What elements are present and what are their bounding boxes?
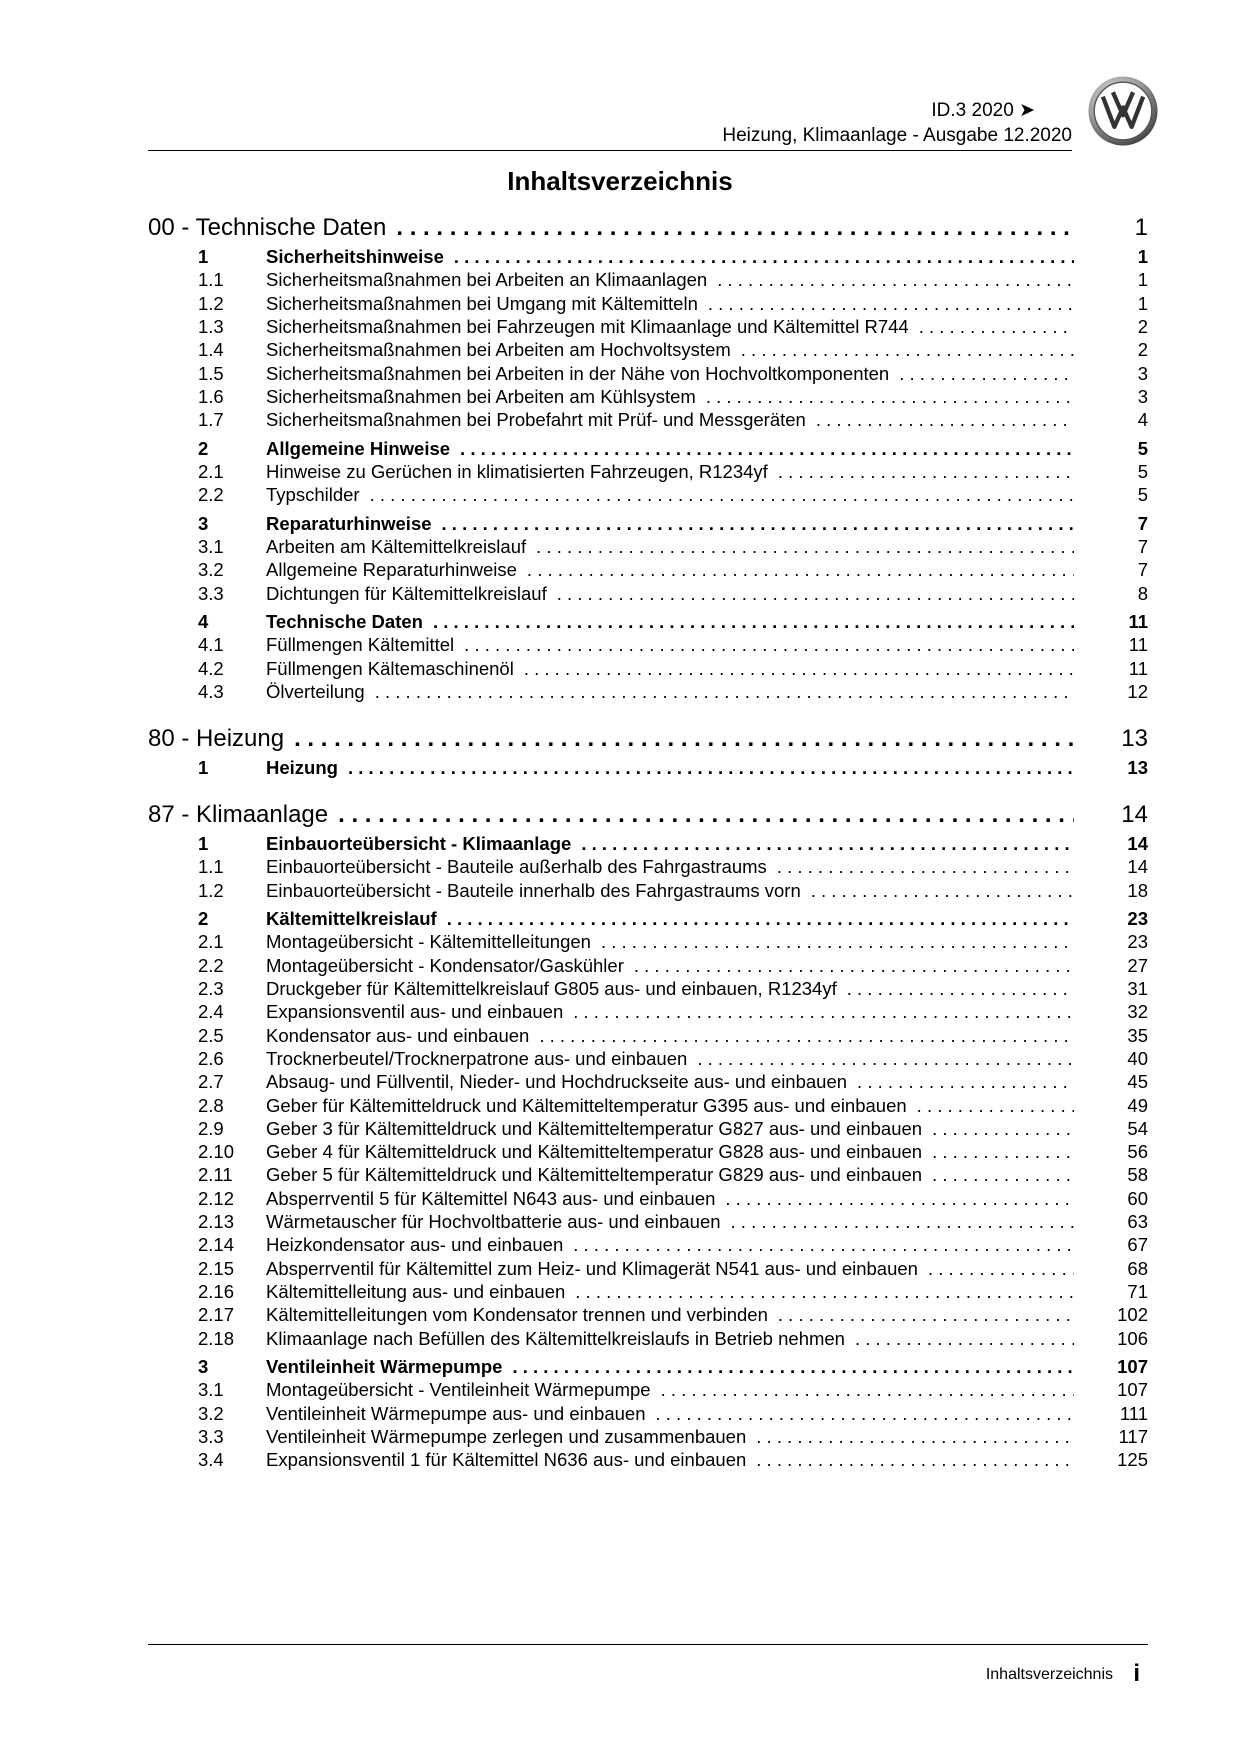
- toc-entry-number: 3.1: [198, 1379, 224, 1401]
- toc-leader-dots: [512, 1356, 1074, 1378]
- toc-entry-number: 1.1: [198, 856, 224, 878]
- toc-page-number: 58: [1127, 1164, 1148, 1186]
- toc-leader-dots: [708, 293, 1074, 315]
- toc-subsection[interactable]: [148, 1258, 1148, 1280]
- toc-entry-title: Sicherheitsmaßnahmen bei Arbeiten in der Nähe von Hochvoltkomponenten: [266, 362, 890, 384]
- toc-entry-title: Heizung: [266, 757, 338, 778]
- toc-entry-title: Sicherheitsmaßnahmen bei Probefahrt mit Prüf- und Messgeräten: [266, 409, 806, 431]
- toc-leader-dots: [527, 559, 1074, 581]
- toc-page-number: 5: [1137, 460, 1148, 482]
- toc-entry-number: 2.3: [198, 978, 224, 999]
- toc-section[interactable]: [148, 611, 1148, 633]
- toc-leader-dots: [731, 1211, 1074, 1233]
- toc-entry-title: Heizkondensator aus- und einbauen: [266, 1234, 564, 1256]
- toc-subsection[interactable]: [148, 1188, 1148, 1210]
- toc-entry-title: Expansionsventil 1 für Kältemittel N636 aus- und einbauen: [266, 1449, 747, 1471]
- toc-leader-dots: [338, 801, 1074, 829]
- toc-entry-title: Montageübersicht - Ventileinheit Wärmepumpe: [266, 1379, 651, 1401]
- toc-entry-number: 2.1: [198, 460, 224, 482]
- toc-entry-title: Klimaanlage nach Befüllen des Kältemittelkreislaufs in Betrieb nehmen: [266, 1327, 845, 1349]
- toc-entry-number: 2.17: [198, 1304, 235, 1326]
- toc-chapter[interactable]: [148, 725, 1148, 753]
- toc-page-number: 1: [1134, 214, 1148, 241]
- toc-entry-number: 3.2: [198, 1402, 224, 1424]
- toc-subsection[interactable]: [148, 1426, 1148, 1448]
- toc-entry-number: 2.2: [198, 484, 224, 506]
- toc-page-number: 7: [1137, 536, 1148, 557]
- toc-page-number: 67: [1127, 1234, 1148, 1256]
- toc-entry-number: 3.2: [198, 559, 224, 581]
- toc-leader-dots: [442, 513, 1074, 535]
- toc-entry-title: Allgemeine Reparaturhinweise: [266, 559, 517, 581]
- toc-entry-number: 1: [198, 757, 209, 778]
- toc-leader-dots: [697, 1048, 1074, 1070]
- toc-subsection[interactable]: [148, 1403, 1148, 1425]
- toc-leader-dots: [557, 583, 1074, 605]
- toc-page-number: 23: [1127, 908, 1148, 930]
- toc-entry-title: 00 - Technische Daten: [148, 214, 387, 241]
- toc-page-number: 40: [1127, 1047, 1148, 1069]
- toc-subsection[interactable]: [148, 1164, 1148, 1186]
- toc-leader-dots: [348, 757, 1074, 779]
- toc-page-number: 2: [1137, 315, 1148, 337]
- toc-entry-number: 2.14: [198, 1234, 235, 1256]
- toc-page-number: 14: [1127, 856, 1148, 878]
- toc-entry-title: Sicherheitsmaßnahmen bei Fahrzeugen mit Klimaanlage und Kältemittel R744: [266, 315, 909, 337]
- toc-page-number: 60: [1127, 1187, 1148, 1209]
- toc-subsection[interactable]: [148, 931, 1148, 953]
- toc-subsection[interactable]: [148, 484, 1148, 506]
- toc-entry-number: 2.15: [198, 1257, 235, 1279]
- toc-entry-title: Füllmengen Kältemaschinenöl: [266, 657, 514, 679]
- toc-entry-title: Kältemittelkreislauf: [266, 908, 437, 930]
- toc-entry-number: 1: [198, 246, 209, 267]
- toc-page-number: 32: [1127, 1001, 1148, 1023]
- toc-entry-title: Sicherheitsmaßnahmen bei Arbeiten an Klimaanlagen: [266, 269, 708, 291]
- toc-entry-number: 3.1: [198, 536, 224, 557]
- toc-page-number: 4: [1137, 409, 1148, 431]
- toc-entry-title: Montageübersicht - Kondensator/Gaskühler: [266, 954, 624, 976]
- toc-subsection[interactable]: [148, 1211, 1148, 1233]
- toc-entry-number: 2.8: [198, 1094, 224, 1116]
- toc-subsection[interactable]: [148, 461, 1148, 483]
- toc-entry-title: Wärmetauscher für Hochvoltbatterie aus- und einbauen: [266, 1211, 721, 1232]
- toc-entry-number: 1.2: [198, 879, 224, 901]
- toc-page-number: 106: [1117, 1327, 1148, 1349]
- toc-entry-number: 3: [198, 1356, 209, 1377]
- toc-entry-title: Einbauorteübersicht - Bauteile außerhalb des Fahrgastraums: [266, 856, 767, 878]
- toc-subsection[interactable]: [148, 293, 1148, 315]
- toc-entry-number: 2.4: [198, 1001, 224, 1023]
- toc-entry-title: Sicherheitshinweise: [266, 246, 444, 267]
- toc-entry-title: Sicherheitsmaßnahmen bei Arbeiten am Kühlsystem: [266, 385, 696, 407]
- toc-entry-title: Technische Daten: [266, 611, 423, 633]
- toc-subsection[interactable]: [148, 1141, 1148, 1163]
- toc-leader-dots: [932, 1141, 1074, 1163]
- toc-entry-number: 2.5: [198, 1024, 224, 1046]
- toc-entry-number: 2: [198, 437, 209, 459]
- toc-subsection[interactable]: [148, 316, 1148, 338]
- toc-leader-dots: [460, 438, 1074, 460]
- toc-page-number: 125: [1117, 1449, 1148, 1471]
- toc-page-number: 111: [1119, 1402, 1148, 1424]
- toc-entry-number: 2.1: [198, 931, 224, 953]
- toc-entry-title: Expansionsventil aus- und einbauen: [266, 1001, 564, 1023]
- toc-page-number: 5: [1137, 437, 1148, 459]
- toc-leader-dots: [370, 484, 1074, 506]
- toc-entry-number: 1.7: [198, 409, 224, 431]
- toc-page-number: 27: [1127, 954, 1148, 976]
- toc-leader-dots: [656, 1403, 1075, 1425]
- toc-subsection[interactable]: [148, 1118, 1148, 1140]
- toc-leader-dots: [811, 880, 1074, 902]
- toc-entry-title: Füllmengen Kältemittel: [266, 634, 455, 656]
- toc-leader-dots: [634, 955, 1074, 977]
- toc-page-number: 107: [1117, 1356, 1148, 1377]
- toc-entry-title: 87 - Klimaanlage: [148, 801, 329, 828]
- toc-page-number: 68: [1127, 1257, 1148, 1279]
- toc-entry-number: 2.18: [198, 1327, 235, 1349]
- toc-entry-title: Geber für Kältemitteldruck und Kältemitteltemperatur G395 aus- und einbauen: [266, 1094, 907, 1116]
- toc-page-number: 23: [1127, 931, 1148, 953]
- toc-leader-dots: [524, 658, 1074, 680]
- toc-page-number: 2: [1137, 339, 1148, 361]
- toc-page-number: 107: [1117, 1379, 1148, 1401]
- footer-page-number: i: [1133, 1660, 1140, 1687]
- toc-page-number: 11: [1128, 657, 1148, 679]
- toc-page-number: 11: [1128, 634, 1148, 656]
- toc-page-number: 49: [1127, 1094, 1148, 1116]
- toc-entry-number: 2.9: [198, 1117, 224, 1139]
- toc-section[interactable]: [148, 1356, 1148, 1378]
- toc-leader-dots: [932, 1118, 1074, 1140]
- toc-page-number: 71: [1127, 1280, 1148, 1302]
- toc-entry-number: 4: [198, 611, 209, 633]
- toc-entry-title: Einbauorteübersicht - Klimaanlage: [266, 833, 572, 854]
- toc-leader-dots: [575, 1281, 1074, 1303]
- toc-entry-number: 4.3: [198, 681, 224, 702]
- toc-leader-dots: [601, 931, 1074, 953]
- toc-leader-dots: [857, 1071, 1074, 1093]
- toc-leader-dots: [816, 409, 1074, 431]
- toc-entry-title: Dichtungen für Kältemittelkreislauf: [266, 582, 547, 604]
- toc-page-number: 3: [1137, 362, 1148, 384]
- toc-subsection[interactable]: [148, 856, 1148, 878]
- header-model: ID.3 2020 ➤: [931, 100, 1035, 121]
- toc-leader-dots: [717, 269, 1074, 291]
- toc-subsection[interactable]: [148, 1001, 1148, 1023]
- toc-subsection[interactable]: [148, 1095, 1148, 1117]
- toc-subsection[interactable]: [148, 681, 1148, 703]
- toc-leader-dots: [464, 634, 1074, 656]
- toc-section[interactable]: [148, 513, 1148, 535]
- toc-page-number: 7: [1137, 512, 1148, 534]
- toc-subsection[interactable]: [148, 269, 1148, 291]
- toc-entry-number: 1.1: [198, 269, 224, 291]
- toc-subsection[interactable]: [148, 386, 1148, 408]
- toc-entry-title: Kältemittelleitungen vom Kondensator trennen und verbinden: [266, 1304, 768, 1326]
- toc-entry-title: Hinweise zu Gerüchen in klimatisierten Fahrzeugen, R1234yf: [266, 460, 768, 482]
- toc-section[interactable]: [148, 438, 1148, 460]
- toc-subsection[interactable]: [148, 1048, 1148, 1070]
- toc-page-number: 45: [1127, 1071, 1148, 1093]
- toc-entry-title: Geber 5 für Kältemitteldruck und Kältemitteltemperatur G829 aus- und einbauen: [266, 1164, 923, 1186]
- toc-page-number: 13: [1127, 757, 1148, 778]
- toc-leader-dots: [928, 1258, 1074, 1280]
- toc-entry-title: Absperrventil 5 für Kältemittel N643 aus- und einbauen: [266, 1187, 716, 1209]
- toc-section[interactable]: [148, 757, 1148, 779]
- toc-subsection[interactable]: [148, 1025, 1148, 1047]
- toc-entry-title: Typschilder: [266, 484, 360, 506]
- page-title: Inhaltsverzeichnis: [507, 166, 733, 196]
- toc-subsection[interactable]: [148, 536, 1148, 558]
- toc-page-number: 14: [1127, 833, 1148, 854]
- toc-subsection[interactable]: [148, 583, 1148, 605]
- toc-subsection[interactable]: [148, 1379, 1148, 1401]
- toc-entry-number: 1.4: [198, 339, 224, 361]
- toc-entry-number: 3.4: [198, 1449, 224, 1471]
- toc-page-number: 13: [1121, 725, 1148, 752]
- toc-leader-dots: [756, 1426, 1074, 1448]
- toc-leader-dots: [741, 339, 1074, 361]
- toc-leader-dots: [778, 461, 1074, 483]
- toc-page-number: 5: [1137, 484, 1148, 506]
- toc-entry-title: Allgemeine Hinweise: [266, 437, 451, 459]
- toc-entry-number: 2: [198, 908, 209, 930]
- toc-entry-number: 2.13: [198, 1211, 235, 1232]
- toc-entry-title: Ventileinheit Wärmepumpe aus- und einbauen: [266, 1402, 646, 1424]
- toc-page-number: 117: [1118, 1425, 1148, 1447]
- toc-leader-dots: [917, 1095, 1074, 1117]
- toc-entry-number: 4.1: [198, 634, 224, 656]
- toc-subsection[interactable]: [148, 1328, 1148, 1350]
- toc-leader-dots: [454, 246, 1074, 268]
- toc-entry-title: Trocknerbeutel/Trocknerpatrone aus- und einbauen: [266, 1047, 688, 1069]
- toc-entry-number: 2.10: [198, 1141, 235, 1163]
- toc-entry-title: Geber 3 für Kältemitteldruck und Kältemitteltemperatur G827 aus- und einbauen: [266, 1117, 923, 1139]
- toc-page-number: 63: [1127, 1211, 1148, 1232]
- toc-leader-dots: [573, 1001, 1074, 1023]
- toc-entry-number: 1: [198, 833, 209, 854]
- toc-subsection[interactable]: [148, 409, 1148, 431]
- table-of-contents: [148, 0, 1148, 1754]
- toc-entry-title: Montageübersicht - Kältemittelleitungen: [266, 931, 591, 953]
- toc-leader-dots: [778, 1304, 1074, 1326]
- toc-subsection[interactable]: [148, 634, 1148, 656]
- toc-leader-dots: [725, 1188, 1074, 1210]
- toc-leader-dots: [581, 833, 1074, 855]
- toc-leader-dots: [706, 386, 1074, 408]
- footer-divider: [148, 1644, 1148, 1645]
- toc-entry-title: Sicherheitsmaßnahmen bei Umgang mit Kältemitteln: [266, 292, 698, 314]
- toc-entry-title: Sicherheitsmaßnahmen bei Arbeiten am Hochvoltsystem: [266, 339, 731, 361]
- toc-entry-number: 3.3: [198, 582, 224, 604]
- toc-page-number: 1: [1137, 292, 1148, 314]
- toc-leader-dots: [661, 1379, 1074, 1401]
- toc-entry-number: 2.6: [198, 1047, 224, 1069]
- toc-entry-number: 2.2: [198, 954, 224, 976]
- toc-entry-title: Arbeiten am Kältemittelkreislauf: [266, 536, 527, 557]
- toc-page-number: 54: [1127, 1117, 1148, 1139]
- toc-page-number: 14: [1121, 801, 1148, 828]
- toc-page-number: 1: [1137, 246, 1148, 267]
- toc-subsection[interactable]: [148, 880, 1148, 902]
- toc-leader-dots: [396, 214, 1074, 242]
- toc-section[interactable]: [148, 246, 1148, 268]
- toc-page-number: 3: [1137, 385, 1148, 407]
- toc-subsection[interactable]: [148, 955, 1148, 977]
- toc-entry-title: Ventileinheit Wärmepumpe zerlegen und zusammenbauen: [266, 1425, 747, 1447]
- toc-page-number: 12: [1127, 681, 1148, 702]
- toc-page-number: 7: [1137, 559, 1148, 581]
- toc-entry-number: 2.7: [198, 1071, 224, 1093]
- toc-entry-title: 80 - Heizung: [148, 725, 285, 752]
- toc-entry-number: 2.12: [198, 1187, 235, 1209]
- toc-leader-dots: [919, 316, 1074, 338]
- toc-leader-dots: [899, 363, 1074, 385]
- toc-page-number: 11: [1128, 611, 1148, 633]
- toc-page-number: 1: [1137, 269, 1148, 291]
- toc-leader-dots: [573, 1234, 1074, 1256]
- toc-leader-dots: [294, 725, 1074, 753]
- toc-entry-number: 2.11: [198, 1164, 233, 1186]
- toc-subsection[interactable]: [148, 1304, 1148, 1326]
- header-subtitle: Heizung, Klimaanlage - Ausgabe 12.2020: [722, 125, 1072, 146]
- toc-subsection[interactable]: [148, 559, 1148, 581]
- toc-page-number: 56: [1127, 1141, 1148, 1163]
- toc-page-number: 8: [1137, 582, 1148, 604]
- toc-entry-title: Reparaturhinweise: [266, 512, 432, 534]
- toc-subsection[interactable]: [148, 1071, 1148, 1093]
- toc-page-number: 102: [1117, 1304, 1148, 1326]
- toc-subsection[interactable]: [148, 363, 1148, 385]
- toc-entry-number: 4.2: [198, 657, 224, 679]
- toc-leader-dots: [932, 1164, 1074, 1186]
- toc-leader-dots: [847, 978, 1074, 1000]
- toc-subsection[interactable]: [148, 1449, 1148, 1471]
- toc-entry-number: 1.2: [198, 292, 224, 314]
- toc-leader-dots: [447, 908, 1074, 930]
- toc-entry-title: Absperrventil für Kältemittel zum Heiz- und Klimagerät N541 aus- und einbauen: [266, 1257, 918, 1279]
- toc-chapter[interactable]: [148, 801, 1148, 829]
- toc-entry-title: Druckgeber für Kältemittelkreislauf G805 aus- und einbauen, R1234yf: [266, 978, 837, 999]
- toc-leader-dots: [855, 1328, 1074, 1350]
- toc-entry-number: 2.16: [198, 1280, 235, 1302]
- toc-page-number: 31: [1127, 978, 1148, 999]
- toc-leader-dots: [756, 1449, 1074, 1471]
- toc-chapter[interactable]: [148, 214, 1148, 242]
- toc-section[interactable]: [148, 833, 1148, 855]
- toc-entry-title: Kältemittelleitung aus- und einbauen: [266, 1280, 566, 1302]
- toc-leader-dots: [375, 681, 1074, 703]
- toc-entry-number: 3: [198, 512, 209, 534]
- toc-leader-dots: [536, 536, 1074, 558]
- toc-entry-title: Ölverteilung: [266, 681, 365, 702]
- toc-entry-number: 3.3: [198, 1425, 224, 1447]
- toc-entry-title: Absaug- und Füllventil, Nieder- und Hochdruckseite aus- und einbauen: [266, 1071, 848, 1093]
- toc-page-number: 18: [1127, 879, 1148, 901]
- toc-leader-dots: [777, 856, 1074, 878]
- toc-entry-number: 1.6: [198, 385, 224, 407]
- toc-subsection[interactable]: [148, 339, 1148, 361]
- toc-entry-number: 1.5: [198, 362, 224, 384]
- toc-page-number: 35: [1127, 1024, 1148, 1046]
- toc-entry-title: Geber 4 für Kältemitteldruck und Kältemitteltemperatur G828 aus- und einbauen: [266, 1141, 923, 1163]
- toc-section[interactable]: [148, 908, 1148, 930]
- toc-leader-dots: [539, 1025, 1074, 1047]
- toc-entry-number: 1.3: [198, 315, 224, 337]
- toc-subsection[interactable]: [148, 658, 1148, 680]
- toc-entry-title: Kondensator aus- und einbauen: [266, 1024, 530, 1046]
- toc-leader-dots: [433, 611, 1074, 633]
- toc-subsection[interactable]: [148, 978, 1148, 1000]
- toc-entry-title: Einbauorteübersicht - Bauteile innerhalb des Fahrgastraums vorn: [266, 879, 801, 901]
- toc-subsection[interactable]: [148, 1281, 1148, 1303]
- toc-subsection[interactable]: [148, 1234, 1148, 1256]
- toc-entry-title: Ventileinheit Wärmepumpe: [266, 1356, 503, 1377]
- footer-label: Inhaltsverzeichnis: [985, 1666, 1113, 1683]
